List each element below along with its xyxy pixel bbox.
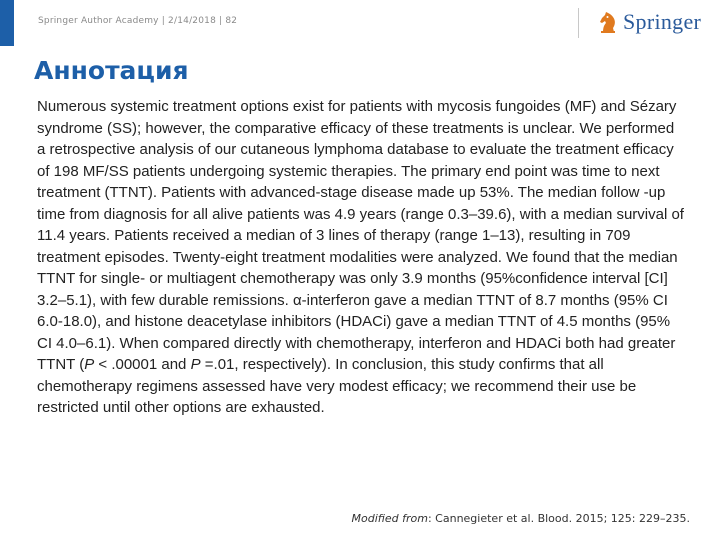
abstract-part-3: =.01, respectively). In conclusion, this study confirms that all chemotherapy regimens assessed have very modest efficacy; we recommend their use be restricted until other options are exhausted. <box>37 356 637 416</box>
p-value-symbol-2: P <box>190 356 201 373</box>
springer-logo <box>597 6 701 38</box>
logo-text: Springer <box>623 9 702 34</box>
citation <box>352 512 690 525</box>
p-value-symbol-1: P <box>84 356 95 373</box>
chess-knight-icon <box>597 10 619 34</box>
abstract-text <box>37 96 685 419</box>
citation-text: : Cannegieter et al. Blood. 2015; 125: 229–235. <box>427 512 690 525</box>
abstract-part-1: Numerous systemic treatment options exist for patients with mycosis fungoides (MF) and Sézary syndrome (SS); however, the comparative efficacy of these treatments is unclear. We performed a retrospective analysis of our cutaneous lymphoma database to evaluate the treatment efficacy of 198 MF/SS patients undergoing systemic therapies. The primary end point was time to next treatment (TTNT). Patients with advanced-stage disease made up 53%. The median follow -up time from diagnosis for all alive patients was 4.9 years (range 0.3–39.6), with a median survival of 11.4 years. Patients received a median of 3 lines of therapy (range 1–13), resulting in 709 treatment episodes. Twenty-eight treatment modalities were analyzed. We found that the median TTNT for single- or multiagent chemotherapy was only 3.9 months (95%confidence interval [CI] 3.2–5.1), with few durable remissions. α-interferon gave a median TTNT of 8.7 months (95% CI 6.0-18.0), and histone deacetylase inhibitors (HDACi) gave a median TTNT of 4.5 months (95% CI 4.0–6.1). When compared directly with chemotherapy, interferon and HDACi both had greater TTNT ( <box>37 98 684 373</box>
header-meta: Springer Author Academy | 2/14/2018 | 82 <box>38 16 238 26</box>
accent-bar <box>0 0 14 46</box>
citation-label: Modified from <box>351 512 428 525</box>
abstract-part-2: < .00001 and <box>94 356 191 373</box>
page-title: Аннотация <box>34 56 189 85</box>
header-divider <box>578 8 579 38</box>
